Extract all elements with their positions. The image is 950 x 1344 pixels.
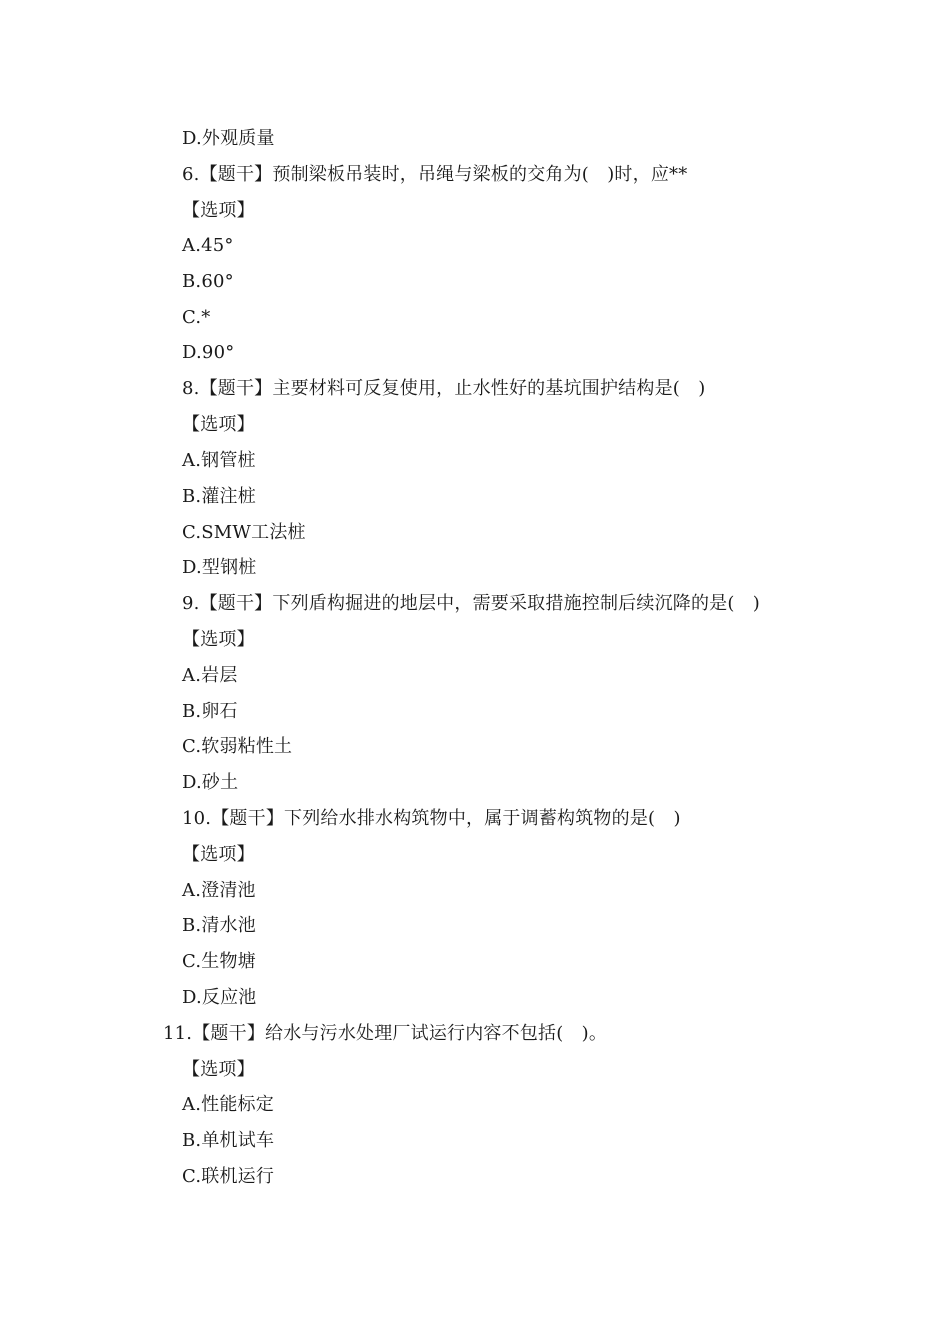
question-10-option-a: A.澄清池 <box>182 880 256 901</box>
question-11-option-a: A.性能标定 <box>182 1094 274 1115</box>
question-9-stem: 9.【题干】下列盾构掘进的地层中，需要采取措施控制后续沉降的是( ) <box>182 593 761 614</box>
question-9-option-a: A.岩层 <box>182 665 238 686</box>
question-6-option-a: A.45° <box>182 235 234 256</box>
question-10-option-b: B.清水池 <box>182 915 256 936</box>
question-6-option-c: C.* <box>182 307 211 328</box>
question-8-option-b: B.灌注桩 <box>182 486 256 507</box>
question-6-option-b: B.60° <box>182 271 234 292</box>
question-6-options-header: 【选项】 <box>182 200 255 221</box>
question-8-options-header: 【选项】 <box>182 414 255 435</box>
question-10-options-header: 【选项】 <box>182 844 255 865</box>
question-10-stem: 10.【题干】下列给水排水构筑物中，属于调蓄构筑物的是( ) <box>182 808 681 829</box>
question-9-option-d: D.砂土 <box>182 772 239 793</box>
question-9-option-b: B.卵石 <box>182 701 238 722</box>
option-d-q5: D.外观质量 <box>182 128 275 149</box>
question-8-stem: 8.【题干】主要材料可反复使用，止水性好的基坑围护结构是( ) <box>182 378 706 399</box>
question-11-option-b: B.单机试车 <box>182 1130 275 1151</box>
question-6-option-d: D.90° <box>182 342 235 363</box>
question-9-option-c: C.软弱粘性土 <box>182 736 293 757</box>
question-8-option-c: C.SMW工法桩 <box>182 522 306 543</box>
question-11-options-header: 【选项】 <box>182 1059 255 1080</box>
question-8-option-a: A.钢管桩 <box>182 450 256 471</box>
question-10-option-d: D.反应池 <box>182 987 257 1008</box>
question-11-option-c: C.联机运行 <box>182 1166 275 1187</box>
question-8-option-d: D.型钢桩 <box>182 557 257 578</box>
question-6-stem: 6.【题干】预制梁板吊装时，吊绳与梁板的交角为( )时，应** <box>182 164 688 185</box>
question-10-option-c: C.生物塘 <box>182 951 256 972</box>
question-9-options-header: 【选项】 <box>182 629 255 650</box>
question-11-stem: 11.【题干】给水与污水处理厂试运行内容不包括( )。 <box>163 1023 608 1044</box>
